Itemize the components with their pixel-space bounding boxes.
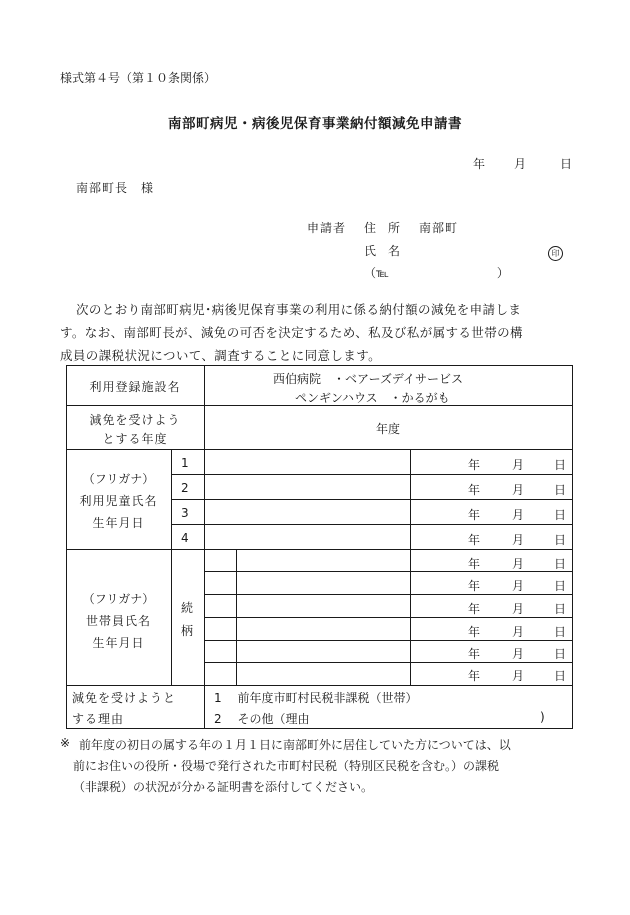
date-year: 年 xyxy=(473,157,486,171)
child-4-month: 月 xyxy=(512,533,525,547)
member-5-day: 日 xyxy=(554,647,567,661)
child-1-year: 年 xyxy=(468,458,481,472)
child-2-month: 月 xyxy=(512,483,525,497)
date-month: 月 xyxy=(514,157,527,171)
facility-option-line-2: ペンギンハウス ・かるがも xyxy=(295,391,450,405)
member-6-year: 年 xyxy=(468,669,481,683)
child-2-day: 日 xyxy=(554,483,567,497)
member-2-month: 月 xyxy=(512,579,525,593)
child-3-month: 月 xyxy=(512,508,525,522)
page-title: 南部町病児・病後児保育事業納付額減免申請書 xyxy=(168,116,462,132)
member-4-year: 年 xyxy=(468,625,481,639)
child-4-day: 日 xyxy=(554,533,567,547)
applicant-role: 申請者 xyxy=(307,221,347,235)
child-1-day: 日 xyxy=(554,458,567,472)
member-2-day: 日 xyxy=(554,579,567,593)
reason-label-line-1: 減免を受けようと xyxy=(72,691,177,705)
member-4-day: 日 xyxy=(554,625,567,639)
date-day: 日 xyxy=(560,157,573,171)
note-line-2: 前にお住いの役所・役場で発行された市町村民税（特別区民税を含む。）の課税 xyxy=(73,759,500,773)
member-3-day: 日 xyxy=(554,602,567,616)
child-2-year: 年 xyxy=(468,483,481,497)
children-label-line-3: 生年月日 xyxy=(92,516,145,530)
member-1-month: 月 xyxy=(512,557,525,571)
member-1-year: 年 xyxy=(468,557,481,571)
member-1-day: 日 xyxy=(554,557,567,571)
name-label: 氏 名 xyxy=(364,244,401,258)
addressee: 南部町長 様 xyxy=(76,181,155,195)
facility-option-line-1: 西伯病院 ・ベアーズデイサービス xyxy=(273,372,463,386)
member-6-day: 日 xyxy=(554,669,567,683)
year-label-line-2: とする年度 xyxy=(102,432,168,446)
child-number-2: 2 xyxy=(181,481,189,495)
member-3-month: 月 xyxy=(512,602,525,616)
member-4-month: 月 xyxy=(512,625,525,639)
child-3-year: 年 xyxy=(468,508,481,522)
reason-option-2: 2 その他（理由 xyxy=(214,712,310,726)
reason-option-1: 1 前年度市町村民税非課税（世帯） xyxy=(214,691,418,705)
member-6-month: 月 xyxy=(512,669,525,683)
seal-icon: 印 xyxy=(548,241,563,261)
facility-label: 利用登録施設名 xyxy=(89,380,181,394)
children-label-line-2: 利用児童氏名 xyxy=(79,494,158,508)
child-number-1: 1 xyxy=(181,456,189,470)
year-label-line-1: 減免を受けよう xyxy=(89,413,181,427)
reason-label-line-2: する理由 xyxy=(72,712,125,726)
note-mark: ※ xyxy=(60,736,71,750)
year-value: 年度 xyxy=(375,422,400,436)
child-3-day: 日 xyxy=(554,508,567,522)
relation-label-line-2: 柄 xyxy=(181,624,194,638)
child-1-month: 月 xyxy=(512,458,525,472)
form-number: 様式第４号（第１０条関係） xyxy=(60,71,217,85)
note-line-1: 前年度の初日の属する年の１月１日に南部町外に居住していた方については、以 xyxy=(79,738,511,752)
member-2-year: 年 xyxy=(468,579,481,593)
relation-label-line-1: 続 xyxy=(181,601,194,615)
body-line-1: 次のとおり南部町病児･病後児保育事業の利用に係る納付額の減免を申請しま xyxy=(76,302,522,317)
household-label-line-3: 生年月日 xyxy=(92,636,145,650)
member-5-month: 月 xyxy=(512,647,525,661)
member-5-year: 年 xyxy=(468,647,481,661)
reason-close-paren: ) xyxy=(540,710,545,724)
body-line-3: 成員の課税状況について、調査することに同意します。 xyxy=(60,348,382,363)
children-label-line-1: （フリガナ） xyxy=(82,472,155,486)
address-label: 住 所 xyxy=(364,221,401,235)
child-4-year: 年 xyxy=(468,533,481,547)
member-3-year: 年 xyxy=(468,602,481,616)
tel-line: （℡ ） xyxy=(364,266,509,280)
household-label-line-2: 世帯員氏名 xyxy=(85,614,151,628)
household-label-line-1: （フリガナ） xyxy=(82,592,155,606)
note-line-3: （非課税）の状況が分かる証明書を添付してください。 xyxy=(73,780,374,794)
child-number-3: 3 xyxy=(181,506,189,520)
body-line-2: す。なお、南部町長が、減免の可否を決定するため、私及び私が属する世帯の構 xyxy=(60,325,523,340)
child-number-4: 4 xyxy=(181,531,189,545)
address-value: 南部町 xyxy=(419,221,459,235)
